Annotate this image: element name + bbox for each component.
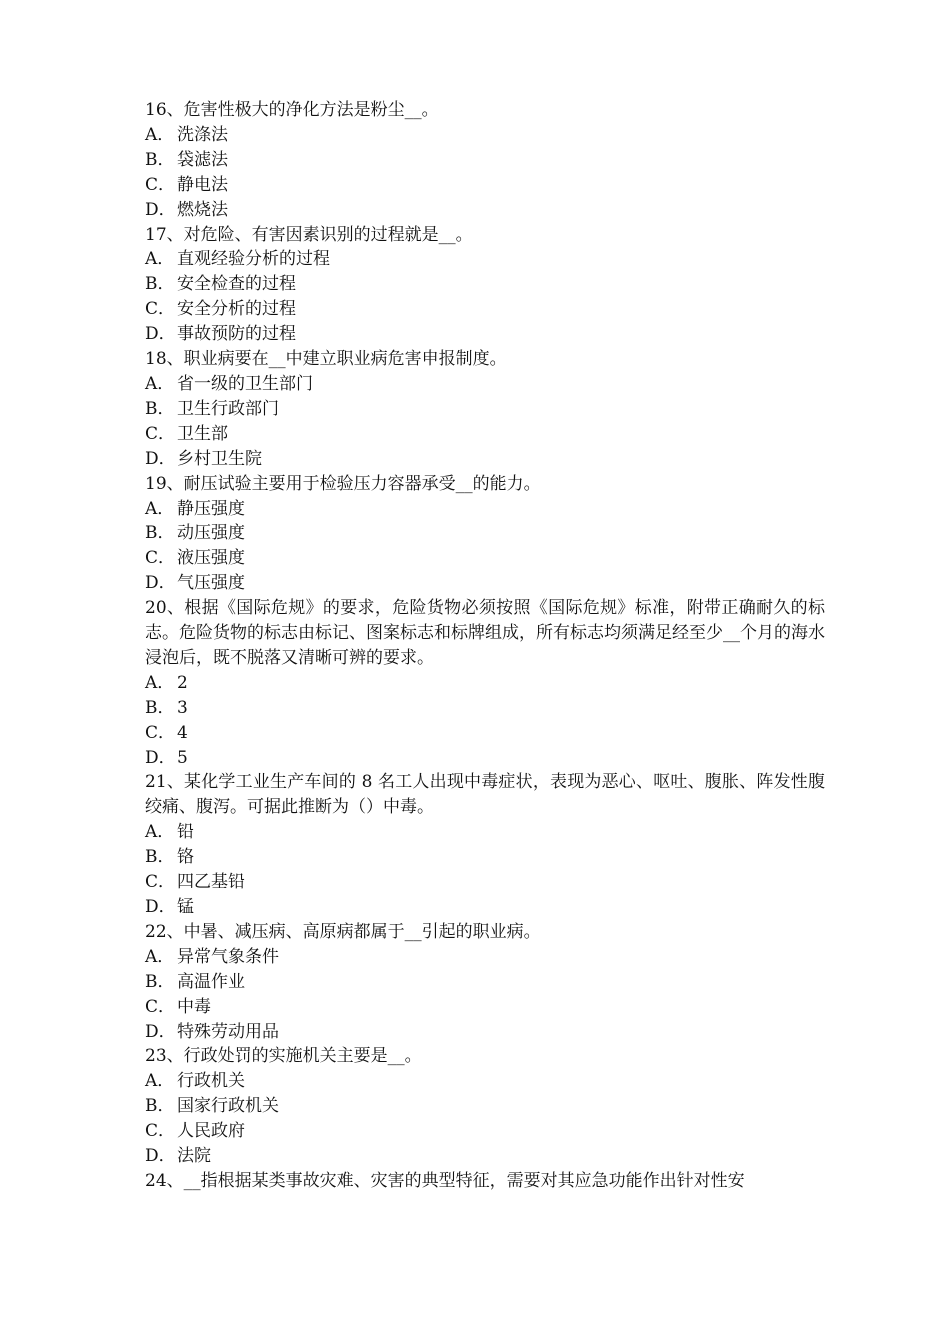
question-stem [145,1044,825,1069]
option-letter: D． [145,747,176,768]
option-letter: D． [145,1146,176,1167]
option-text: 4 [177,722,188,743]
option-letter: C． [145,722,176,743]
option-text: 特殊劳动用品 [177,1021,279,1042]
option-letter: C． [145,423,176,444]
option-letter: D． [145,324,176,345]
option-letter: C． [145,299,176,320]
option-letter: D． [145,573,176,594]
answer-option [145,970,825,995]
option-letter: A． [145,672,175,693]
option-letter: A． [145,822,175,843]
option-letter: B． [145,274,175,295]
answer-option [145,123,825,148]
option-text: 事故预防的过程 [177,324,296,345]
answer-option [145,521,825,546]
answer-option [145,895,825,920]
option-text: 燃烧法 [177,199,228,220]
option-letter: A． [145,946,175,967]
question-number: 17、 [145,224,184,245]
option-text: 人民政府 [177,1121,245,1142]
question-number: 22、 [145,921,184,942]
answer-option [145,671,825,696]
answer-option [145,148,825,173]
question-stem [145,472,825,497]
answer-option [145,945,825,970]
answer-option [145,845,825,870]
option-text: 静电法 [177,174,228,195]
option-text: 静压强度 [177,498,245,519]
option-text: 安全分析的过程 [177,299,296,320]
option-text: 直观经验分析的过程 [177,249,330,270]
answer-option [145,1119,825,1144]
option-text: 省一级的卫生部门 [177,373,313,394]
answer-option [145,198,825,223]
answer-option [145,696,825,721]
answer-option [145,546,825,571]
question-stem [145,770,825,820]
answer-option [145,995,825,1020]
option-text: 袋滤法 [177,149,228,170]
question-number: 24、 [145,1170,184,1191]
question-text: 危害性极大的净化方法是粉尘__。 [183,100,439,120]
option-letter: A． [145,124,175,145]
question-number: 16、 [145,100,184,120]
question-stem [145,347,825,372]
answer-option [145,272,825,297]
question-stem [145,223,825,248]
option-letter: C． [145,174,176,195]
answer-option [145,820,825,845]
question-text: __指根据某类事故灾难、灾害的典型特征，需要对其应急功能作出针对性安 [183,1170,745,1191]
answer-option [145,1144,825,1169]
option-letter: B． [145,398,175,419]
question-text: 某化学工业生产车间的 8 名工人出现中毒症状，表现为恶心、呕吐、腹胀、阵发性腹绞痛、腹泻。可据此推断为（）中毒。 [145,772,825,818]
question-number: 19、 [145,473,184,494]
answer-option [145,397,825,422]
option-letter: D． [145,1021,176,1042]
question-text: 职业病要在__中建立职业病危害申报制度。 [183,349,507,370]
question-stem [145,596,825,671]
question-stem [145,98,825,123]
answer-option [145,721,825,746]
option-text: 法院 [177,1146,211,1167]
option-text: 2 [177,672,188,693]
option-text: 洗涤法 [177,124,228,145]
answer-option [145,1020,825,1045]
question-text: 行政处罚的实施机关主要是__。 [183,1046,422,1067]
option-text: 国家行政机关 [177,1096,279,1117]
question-number: 18、 [145,349,184,370]
answer-option [145,173,825,198]
option-text: 安全检查的过程 [177,274,296,295]
option-text: 5 [177,747,188,768]
option-letter: C． [145,996,176,1017]
option-letter: C． [145,548,176,569]
option-text: 3 [177,697,188,718]
option-letter: C． [145,872,176,893]
answer-option [145,297,825,322]
answer-option [145,1094,825,1119]
option-letter: C． [145,1121,176,1142]
option-text: 气压强度 [177,573,245,594]
answer-option [145,746,825,771]
option-letter: A． [145,373,175,394]
option-text: 铅 [177,822,194,843]
answer-option [145,447,825,472]
question-stem [145,920,825,945]
option-letter: D． [145,199,176,220]
option-letter: B． [145,847,175,868]
option-text: 液压强度 [177,548,245,569]
document-body [145,98,825,1194]
option-text: 锰 [177,897,194,917]
option-letter: D． [145,448,176,469]
option-letter: D． [145,897,176,917]
option-text: 乡村卫生院 [177,448,262,469]
option-letter: A． [145,249,175,270]
option-text: 卫生行政部门 [177,398,279,419]
question-text: 中暑、减压病、高原病都属于__引起的职业病。 [183,921,541,942]
option-text: 四乙基铅 [177,872,245,893]
answer-option [145,870,825,895]
answer-option [145,497,825,522]
option-letter: B． [145,697,175,718]
option-letter: B． [145,971,175,992]
option-text: 卫生部 [177,423,228,444]
answer-option [145,372,825,397]
option-letter: B． [145,1096,175,1117]
option-letter: B． [145,523,175,544]
option-text: 行政机关 [177,1071,245,1092]
option-text: 中毒 [177,996,211,1017]
answer-option [145,571,825,596]
answer-option [145,1069,825,1094]
option-text: 铬 [177,847,194,868]
option-text: 动压强度 [177,523,245,544]
question-text: 耐压试验主要用于检验压力容器承受__的能力。 [183,473,541,494]
option-letter: A． [145,498,175,519]
option-text: 高温作业 [177,971,245,992]
question-text: 根据《国际危规》的要求，危险货物必须按照《国际危规》标准，附带正确耐久的标志。危险货物的标志由标记、图案标志和标牌组成，所有标志均须满足经至少__个月的海水浸泡后，既不脱落又清晰可辨的要求。 [145,598,826,668]
option-letter: A． [145,1071,175,1092]
option-text: 异常气象条件 [177,946,279,967]
question-number: 20、 [145,598,185,619]
question-stem [145,1169,825,1194]
answer-option [145,247,825,272]
question-number: 21、 [145,772,185,793]
option-letter: B． [145,149,175,170]
answer-option [145,422,825,447]
question-number: 23、 [145,1046,184,1067]
answer-option [145,322,825,347]
question-text: 对危险、有害因素识别的过程就是__。 [183,224,473,245]
